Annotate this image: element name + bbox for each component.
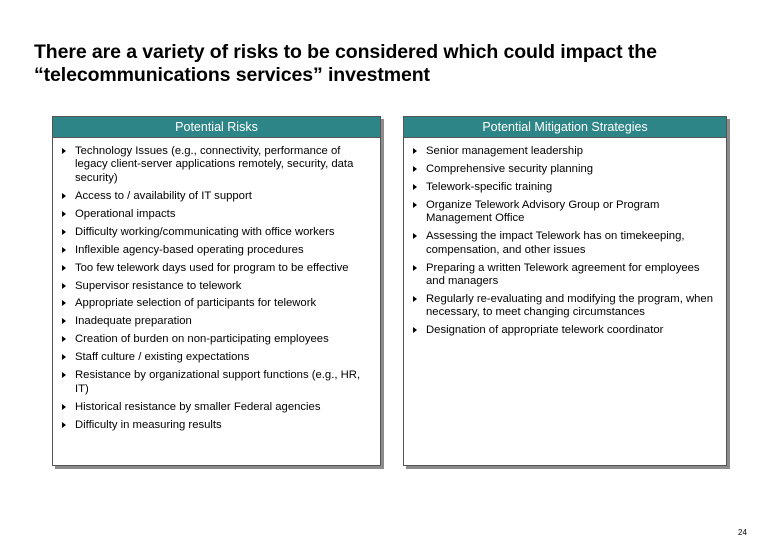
list-item: [62, 145, 368, 185]
risk-item-text: Inadequate preparation: [75, 315, 192, 328]
triangle-bullet-icon: [62, 265, 66, 271]
list-item: [413, 163, 714, 176]
list-item: [413, 230, 714, 257]
triangle-bullet-icon: [62, 229, 66, 235]
triangle-bullet-icon: [62, 336, 66, 342]
page-title: There are a variety of risks to be considered which could impact the “telecommunications services” investment: [34, 41, 657, 86]
list-item: [413, 324, 714, 337]
triangle-bullet-icon: [62, 372, 66, 378]
strategy-item-text: Telework-specific training: [426, 180, 553, 193]
list-item: [62, 351, 368, 364]
triangle-bullet-icon: [413, 166, 417, 172]
risk-item-text: Difficulty working/communicating with office workers: [75, 225, 335, 238]
page-number: 24: [738, 528, 747, 537]
risk-item-text: Appropriate selection of participants for telework: [75, 297, 317, 310]
triangle-bullet-icon: [62, 354, 66, 360]
risk-item-text: Staff culture / existing expectations: [75, 351, 250, 364]
strategy-item-text: Comprehensive security planning: [426, 162, 594, 175]
strategy-item-text: Preparing a written Telework agreement for employees and managers: [426, 261, 700, 287]
triangle-bullet-icon: [62, 318, 66, 324]
triangle-bullet-icon: [62, 283, 66, 289]
triangle-bullet-icon: [413, 202, 417, 208]
triangle-bullet-icon: [62, 193, 66, 199]
mitigation-strategies-panel: [403, 116, 727, 466]
triangle-bullet-icon: [62, 247, 66, 253]
risk-item-text: Too few telework days used for program to be effective: [75, 261, 349, 274]
risk-item-text: Access to / availability of IT support: [75, 189, 252, 202]
mitigation-list: [404, 145, 726, 337]
triangle-bullet-icon: [413, 265, 417, 271]
mitigation-strategies-header: Potential Mitigation Strategies: [403, 116, 727, 138]
risk-item-text: Resistance by organizational support functions (e.g., HR, IT): [75, 369, 361, 395]
list-item: [62, 369, 368, 396]
triangle-bullet-icon: [413, 327, 417, 333]
list-item: [62, 333, 368, 346]
potential-risks-panel: [52, 116, 381, 466]
potential-risks-header: Potential Risks: [52, 116, 381, 138]
list-item: [62, 297, 368, 310]
triangle-bullet-icon: [62, 148, 66, 154]
list-item: [413, 181, 714, 194]
list-item: [62, 419, 368, 432]
risk-item-text: Creation of burden on non-participating employees: [75, 333, 329, 346]
strategy-item-text: Designation of appropriate telework coordinator: [426, 324, 664, 337]
list-item: [413, 293, 714, 320]
list-item: [62, 208, 368, 221]
risk-item-text: Difficulty in measuring results: [75, 418, 222, 431]
triangle-bullet-icon: [62, 211, 66, 217]
triangle-bullet-icon: [413, 184, 417, 190]
risk-item-text: Inflexible agency-based operating procedures: [75, 243, 304, 256]
risk-item-text: Technology Issues (e.g., connectivity, performance of legacy client-server applications remotely, security, data security): [75, 145, 354, 184]
risks-list: [53, 145, 380, 432]
risk-item-text: Supervisor resistance to telework: [75, 279, 242, 292]
list-item: [62, 226, 368, 239]
list-item: [413, 199, 714, 226]
triangle-bullet-icon: [62, 404, 66, 410]
list-item: [62, 280, 368, 293]
list-item: [62, 190, 368, 203]
triangle-bullet-icon: [62, 422, 66, 428]
list-item: [62, 315, 368, 328]
list-item: [62, 244, 368, 257]
risk-item-text: Operational impacts: [75, 207, 176, 220]
risk-item-text: Historical resistance by smaller Federal agencies: [75, 400, 321, 413]
list-item: [62, 401, 368, 414]
list-item: [413, 262, 714, 289]
strategy-item-text: Regularly re-evaluating and modifying the program, when necessary, to meet changing circumstances: [426, 292, 713, 319]
list-item: [62, 262, 368, 275]
triangle-bullet-icon: [62, 300, 66, 306]
strategy-item-text: Organize Telework Advisory Group or Program Management Office: [426, 198, 660, 225]
triangle-bullet-icon: [413, 233, 417, 239]
triangle-bullet-icon: [413, 148, 417, 154]
triangle-bullet-icon: [413, 296, 417, 302]
list-item: [413, 145, 714, 158]
strategy-item-text: Assessing the impact Telework has on timekeeping, compensation, and other issues: [426, 230, 685, 256]
strategy-item-text: Senior management leadership: [426, 145, 583, 157]
